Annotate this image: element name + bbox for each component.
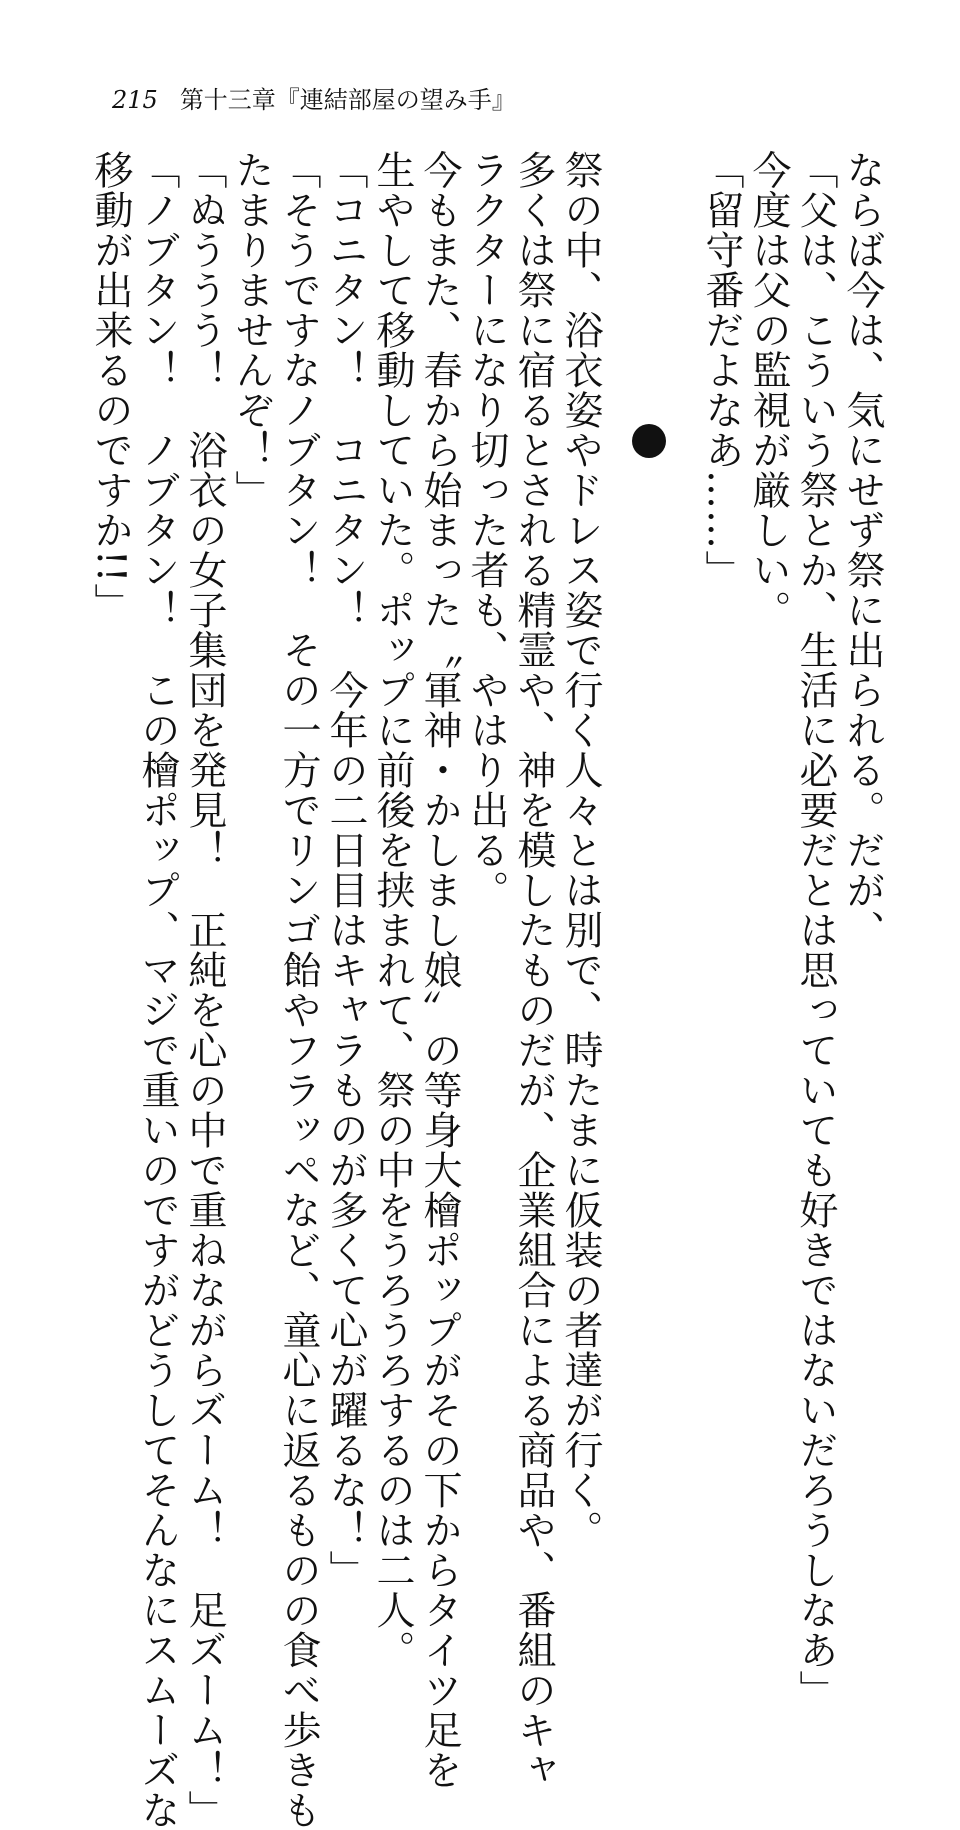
text-line: ならば今は、気にせず祭に出られる。だが、 bbox=[840, 150, 885, 950]
text-line: 今もまた、春から始まった〝軍神・かしまし娘〟の等身大檜ポップがその下からタイツ足を bbox=[417, 150, 462, 1790]
text-line: 祭の中、浴衣姿やドレス姿で行く人々とは別で、時たまに仮装の者達が行く。 bbox=[558, 150, 603, 1550]
text-line: 今度は父の監視が厳しい。 bbox=[746, 150, 791, 630]
text-line: 「ノブタン！ ノブタン！ この檜ポップ、マジで重いのですがどうしてそんなにスムーズな bbox=[135, 150, 180, 1830]
text-line: 移動が出来るのですか!!」 bbox=[88, 150, 133, 624]
text-line: 「留守番だよなあ……」 bbox=[699, 150, 744, 590]
page-number: 215 bbox=[112, 86, 158, 114]
body-text bbox=[88, 150, 886, 1830]
text-line: 生やして移動していた。ポップに前後を挟まれて、祭の中をうろうろするのは二人。 bbox=[370, 150, 415, 1670]
text-line: 「そうですなノブタン！ その一方でリンゴ飴やフラッペなど、童心に返るものの食べ歩きも bbox=[276, 150, 321, 1830]
scene-break-gap bbox=[651, 150, 698, 1320]
text-line: 「父は、こういう祭とか、生活に必要だとは思っていても好きではないだろうしなあ」 bbox=[793, 150, 838, 1710]
chapter-title: 第十三章『連結部屋の望み手』 bbox=[179, 86, 516, 114]
running-header bbox=[112, 80, 516, 120]
text-line: 「コニタン！ コニタン！ 今年の二日目はキャラものが多くて心が躍るな！」 bbox=[323, 150, 368, 1590]
scene-break-gap bbox=[604, 150, 651, 1320]
text-line: 「ぬううう！ 浴衣の女子集団を発見！ 正純を心の中で重ねながらズーム！ 足ズーム！」 bbox=[182, 150, 227, 1830]
text-line: 多くは祭に宿るとされる精霊や、神を模したものだが、企業組合による商品や、番組のキャ bbox=[511, 150, 556, 1790]
text-line: ラクターになり切った者も、やはり出る。 bbox=[464, 150, 509, 910]
text-line: たまりませんぞ！」 bbox=[229, 150, 274, 510]
